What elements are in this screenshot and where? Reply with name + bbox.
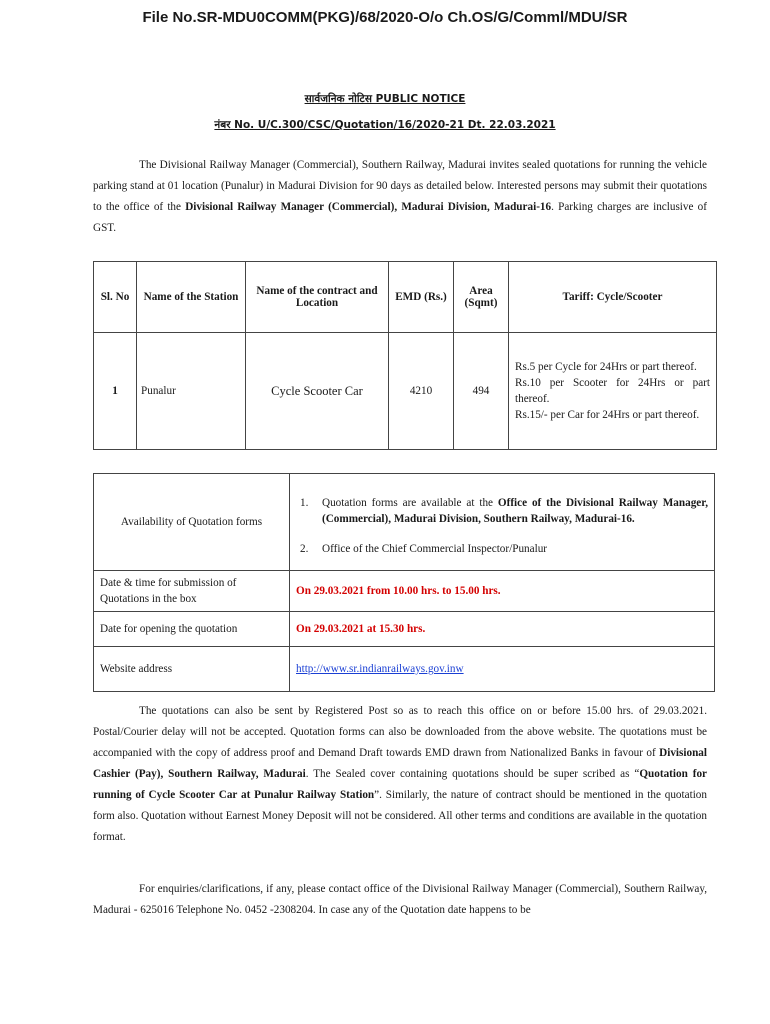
website-link[interactable]: http://www.sr.indianrailways.gov.inw (296, 663, 464, 675)
list-item (296, 495, 708, 527)
availability-item2-text: Office of the Chief Commercial Inspector/Punalur (322, 543, 548, 555)
file-number-heading: File No.SR-MDU0COMM(PKG)/68/2020-O/o Ch.OS/G/Comml/MDU/SR (142, 9, 628, 26)
cell-emd: 4210 (389, 333, 454, 450)
tariff-scooter: Rs.10 per Scooter for 24Hrs or part thereof. (515, 377, 710, 405)
info-row-opening (94, 612, 715, 647)
cell-area: 494 (454, 333, 509, 450)
availability-label: Availability of Quotation forms (94, 474, 290, 571)
availability-list (296, 495, 708, 557)
header-sl-no: Sl. No (94, 262, 137, 333)
submission-label: Date & time for submission of Quotations in the box (94, 571, 290, 612)
list-item-number: 2. (300, 543, 309, 555)
submission-value: On 29.03.2021 from 10.00 hrs. to 15.00 hrs. (290, 571, 715, 612)
info-row-website (94, 647, 715, 692)
list-item-number: 1. (300, 497, 309, 509)
terms-text-1: The quotations can also be sent by Registered Post so as to reach this office on or before 15.00 hrs. of 29.03.2021. Postal/Courier delay will not be accepted. Quotation forms can also be downloaded from the above website. The quotations must be accompanied with the copy of address proof and Demand Draft towards EMD drawn from Nationalized Banks in favour of (93, 705, 707, 759)
terms-bold-superscription: Quotation for running of Cycle Scooter Car at Punalur Railway Station (93, 768, 707, 801)
tariff-cycle: Rs.5 per Cycle for 24Hrs or part thereof. (515, 361, 697, 373)
intro-text-a: The Divisional Railway Manager (Commercial), Southern Railway, Madurai invites sealed quotations for running the vehicle parking stand at 01 location (Punalur) in Madurai Division for 90 days as detailed below. Interested persons may submit their quotations to the office of the (93, 159, 707, 213)
table-row (94, 333, 717, 450)
header-station: Name of the Station (137, 262, 246, 333)
enquiry-paragraph: For enquiries/clarifications, if any, please contact office of the Divisional Railway Manager (Commercial), Southern Railway, Madurai - 625016 Telephone No. 0452 -2308204. In case any of the Quotation date happens to be (93, 883, 707, 916)
cell-tariff (509, 333, 717, 450)
cell-contract: Cycle Scooter Car (246, 333, 389, 450)
notice-number: नंबर No. U/C.300/CSC/Quotation/16/2020-21 Dt. 22.03.2021 (214, 119, 556, 131)
quotation-info-table (93, 473, 715, 692)
table-header-row (94, 262, 717, 333)
notice-title: सार्वजनिक नोटिस PUBLIC NOTICE (304, 93, 466, 105)
header-contract: Name of the contract and Location (246, 262, 389, 333)
terms-bold-cashier: Divisional Cashier (Pay), Southern Railway, Madurai (93, 747, 707, 780)
availability-item1-bold: Office of the Divisional Railway Manager, (Commercial), Madurai Division, Southern Railway, Madurai-16. (322, 497, 708, 525)
availability-value (290, 474, 715, 571)
header-area: Area (Sqmt) (454, 262, 509, 333)
tariff-car: Rs.15/- per Car for 24Hrs or part thereof. (515, 409, 700, 421)
opening-value: On 29.03.2021 at 15.30 hrs. (290, 612, 715, 647)
cell-sl-no: 1 (94, 333, 137, 450)
cell-station: Punalur (137, 333, 246, 450)
parking-details-table (93, 261, 717, 450)
terms-paragraph (93, 701, 707, 848)
info-row-submission (94, 571, 715, 612)
terms-text-2: . The Sealed cover containing quotations should be super scribed as “ (305, 768, 640, 780)
availability-item1-text: Quotation forms are available at the (322, 497, 498, 509)
intro-text-c: . Parking charges are inclusive of GST. (93, 201, 707, 234)
header-emd: EMD (Rs.) (389, 262, 454, 333)
opening-label: Date for opening the quotation (94, 612, 290, 647)
terms-text-3: ”. Similarly, the nature of contract should be mentioned in the quotation form also. Quotation without Earnest Money Deposit will not be considered. All other terms and conditions are available in the quotation format. (93, 789, 707, 843)
intro-paragraph (93, 155, 707, 239)
website-label: Website address (94, 647, 290, 692)
intro-bold-office: Divisional Railway Manager (Commercial), Madurai Division, Madurai-16 (185, 201, 552, 213)
website-cell (290, 647, 715, 692)
header-tariff: Tariff: Cycle/Scooter (509, 262, 717, 333)
info-row-availability (94, 474, 715, 571)
list-item (296, 541, 708, 557)
